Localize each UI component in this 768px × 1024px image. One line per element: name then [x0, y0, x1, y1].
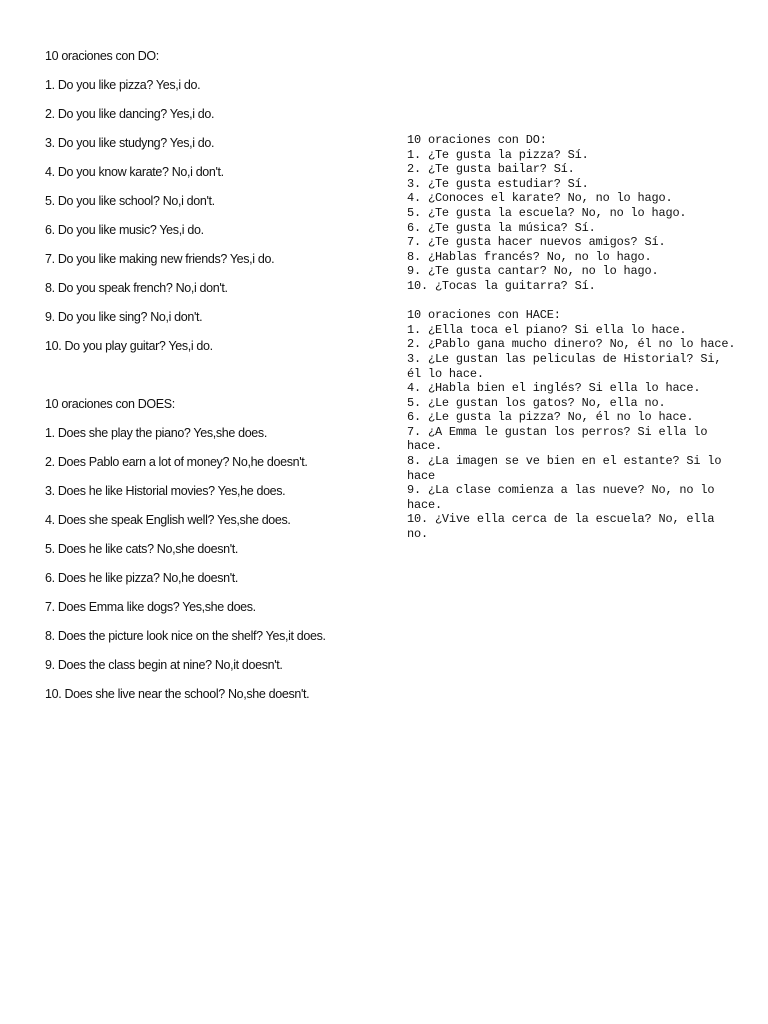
- do-sentence: 5. Do you like school? No,i don't.: [45, 194, 215, 208]
- do-sentence: 1. Do you like pizza? Yes,i do.: [45, 78, 201, 92]
- do-translation: 1. ¿Te gusta la pizza? Sí.: [407, 147, 589, 162]
- does-sentence: 2. Does Pablo earn a lot of money? No,he doesn't.: [45, 455, 308, 469]
- does-sentence: 3. Does he like Historial movies? Yes,he does.: [45, 484, 286, 498]
- hace-translation: 1. ¿Ella toca el piano? Si ella lo hace.: [407, 322, 687, 337]
- hace-translation: 5. ¿Le gustan los gatos? No, ella no.: [407, 395, 666, 410]
- do-sentence: 10. Do you play guitar? Yes,i do.: [45, 339, 213, 353]
- do-translation: 7. ¿Te gusta hacer nuevos amigos? Sí.: [407, 235, 666, 250]
- does-sentence: 5. Does he like cats? No,she doesn't.: [45, 542, 239, 556]
- do-translation: 10. ¿Tocas la guitarra? Sí.: [407, 278, 596, 293]
- hace-translation: 3. ¿Le gustan las peliculas de Historial? Si, él lo hace.: [407, 351, 729, 381]
- do-sentence: 9. Do you like sing? No,i don't.: [45, 310, 203, 324]
- do-sentence: 6. Do you like music? Yes,i do.: [45, 223, 204, 237]
- does-sentence: 7. Does Emma like dogs? Yes,she does.: [45, 600, 256, 614]
- hace-translation: 8. ¿La imagen se ve bien en el estante? Si lo hace: [407, 454, 729, 483]
- does-section-title: 10 oraciones con DOES:: [45, 397, 175, 411]
- hace-translation: 2. ¿Pablo gana mucho dinero? No, él no lo hace.: [407, 337, 736, 352]
- do-sentence: 2. Do you like dancing? Yes,i do.: [45, 107, 215, 121]
- do-sentence: 4. Do you know karate? No,i don't.: [45, 165, 224, 179]
- do-translation: 2. ¿Te gusta bailar? Sí.: [407, 162, 575, 177]
- do-sentence: 7. Do you like making new friends? Yes,i do.: [45, 252, 275, 266]
- do-translation: 3. ¿Te gusta estudiar? Sí.: [407, 176, 589, 191]
- does-sentence: 9. Does the class begin at nine? No,it doesn't.: [45, 658, 283, 672]
- spanish-column: [407, 133, 737, 542]
- hace-translation: 7. ¿A Emma le gustan los perros? Si ella lo hace.: [407, 424, 715, 454]
- do-translation: 9. ¿Te gusta cantar? No, no lo hago.: [407, 264, 659, 279]
- hace-translation: 9. ¿La clase comienza a las nueve? No, no lo hace.: [407, 483, 722, 512]
- do-sentence: 3. Do you like studyng? Yes,i do.: [45, 136, 215, 150]
- hace-translation: 6. ¿Le gusta la pizza? No, él no lo hace.: [407, 410, 694, 425]
- hace-translation-title: 10 oraciones con HACE:: [407, 308, 561, 323]
- english-column: [45, 46, 390, 713]
- hace-translation: 4. ¿Habla bien el inglés? Si ella lo hace.: [407, 381, 701, 396]
- do-translation: 5. ¿Te gusta la escuela? No, no lo hago.: [407, 205, 687, 220]
- do-translation: 8. ¿Hablas francés? No, no lo hago.: [407, 249, 652, 264]
- hace-translation: 10. ¿Vive ella cerca de la escuela? No, ella no.: [407, 512, 722, 542]
- do-sentence: 8. Do you speak french? No,i don't.: [45, 281, 228, 295]
- section-spacer: [45, 365, 390, 394]
- do-translation: 6. ¿Te gusta la música? Sí.: [407, 220, 596, 235]
- do-translation-title: 10 oraciones con DO:: [407, 133, 547, 147]
- does-sentence: 8. Does the picture look nice on the shelf? Yes,it does.: [45, 629, 326, 643]
- does-sentence: 1. Does she play the piano? Yes,she does.: [45, 426, 267, 440]
- section-spacer: [407, 294, 737, 309]
- do-translation: 4. ¿Conoces el karate? No, no lo hago.: [407, 191, 673, 206]
- does-sentence: 4. Does she speak English well? Yes,she does.: [45, 513, 291, 527]
- do-section-title: 10 oraciones con DO:: [45, 49, 159, 63]
- does-sentence: 10. Does she live near the school? No,she doesn't.: [45, 687, 310, 701]
- does-sentence: 6. Does he like pizza? No,he doesn't.: [45, 571, 239, 585]
